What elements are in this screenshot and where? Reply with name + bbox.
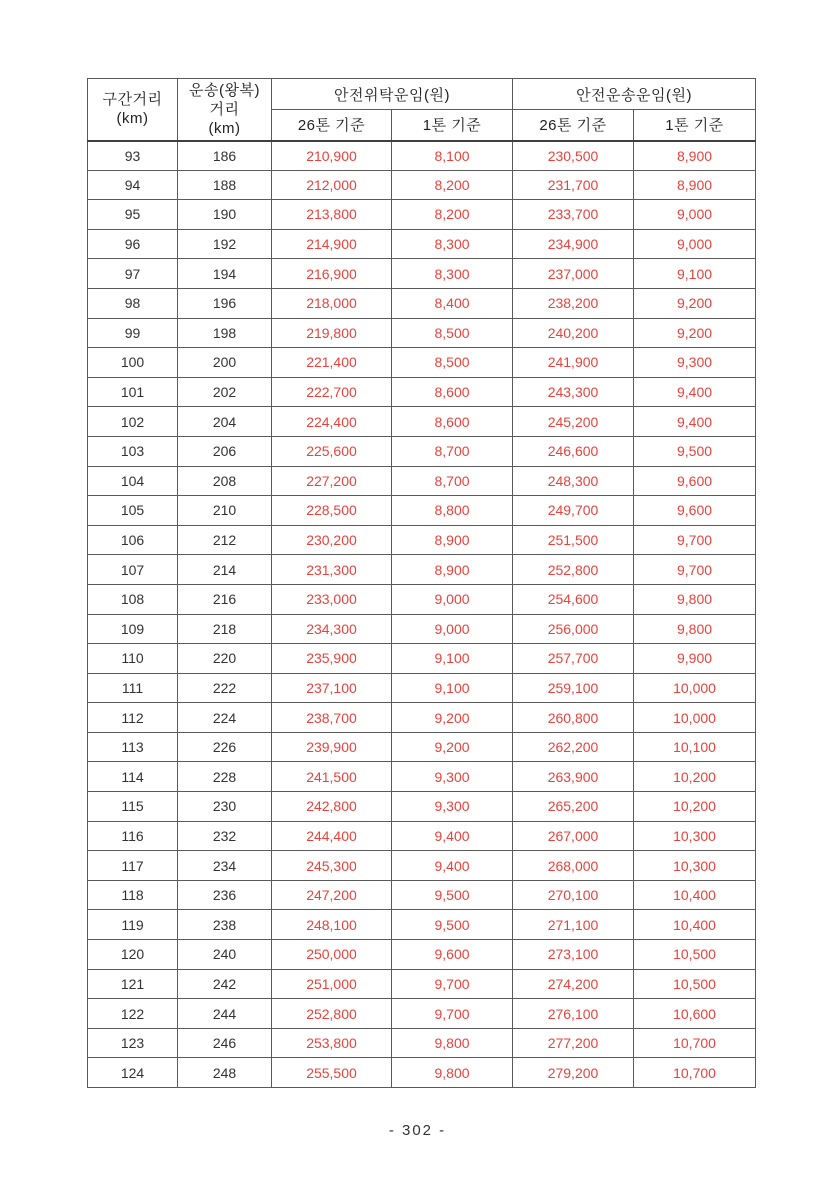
distance-cell: 107: [88, 555, 178, 585]
fare-cell: 9,200: [392, 703, 513, 733]
fare-cell: 9,300: [392, 792, 513, 822]
distance-cell: 242: [178, 969, 272, 999]
distance-cell: 102: [88, 407, 178, 437]
fare-cell: 221,400: [272, 348, 392, 378]
fare-cell: 10,200: [634, 762, 756, 792]
table-row: [88, 762, 756, 792]
fare-cell: 10,000: [634, 673, 756, 703]
distance-cell: 236: [178, 880, 272, 910]
distance-cell: 230: [178, 792, 272, 822]
fare-cell: 210,900: [272, 141, 392, 171]
fare-cell: 10,400: [634, 880, 756, 910]
distance-cell: 124: [88, 1058, 178, 1088]
fare-cell: 8,700: [392, 436, 513, 466]
fare-cell: 9,800: [392, 1058, 513, 1088]
fare-cell: 9,100: [392, 644, 513, 674]
distance-cell: 104: [88, 466, 178, 496]
table-row: [88, 229, 756, 259]
freight-rate-table: [87, 78, 756, 1088]
header-roundtrip-distance-line2: 거리: [209, 100, 240, 118]
distance-cell: 220: [178, 644, 272, 674]
fare-cell: 10,500: [634, 940, 756, 970]
fare-cell: 9,300: [634, 348, 756, 378]
fare-cell: 214,900: [272, 229, 392, 259]
fare-cell: 250,000: [272, 940, 392, 970]
fare-cell: 256,000: [513, 614, 634, 644]
header-group-safe-transport-fare: 안전운송운임(원): [513, 79, 756, 110]
fare-cell: 9,700: [392, 999, 513, 1029]
fare-cell: 9,400: [392, 821, 513, 851]
table-row: [88, 910, 756, 940]
fare-cell: 248,300: [513, 466, 634, 496]
distance-cell: 202: [178, 377, 272, 407]
table-row: [88, 999, 756, 1029]
distance-cell: 194: [178, 259, 272, 289]
table-row: [88, 1028, 756, 1058]
fare-cell: 8,700: [392, 466, 513, 496]
fare-cell: 219,800: [272, 318, 392, 348]
table-row: [88, 466, 756, 496]
distance-cell: 100: [88, 348, 178, 378]
table-row: [88, 821, 756, 851]
page-number: - 302 -: [388, 1122, 447, 1139]
distance-cell: 95: [88, 200, 178, 230]
distance-cell: 192: [178, 229, 272, 259]
fare-cell: 8,100: [392, 141, 513, 171]
distance-cell: 109: [88, 614, 178, 644]
fare-cell: 8,500: [392, 348, 513, 378]
table-row: [88, 703, 756, 733]
fare-cell: 10,600: [634, 999, 756, 1029]
header-transport-26t-basis: 26톤 기준: [513, 110, 634, 141]
header-roundtrip-distance: [178, 79, 272, 141]
distance-cell: 116: [88, 821, 178, 851]
table-row: [88, 614, 756, 644]
fare-cell: 242,800: [272, 792, 392, 822]
distance-cell: 115: [88, 792, 178, 822]
distance-cell: 106: [88, 525, 178, 555]
fare-cell: 10,300: [634, 821, 756, 851]
fare-cell: 243,300: [513, 377, 634, 407]
fare-cell: 274,200: [513, 969, 634, 999]
fare-cell: 268,000: [513, 851, 634, 881]
fare-cell: 235,900: [272, 644, 392, 674]
fare-cell: 233,000: [272, 584, 392, 614]
distance-cell: 246: [178, 1028, 272, 1058]
fare-cell: 239,900: [272, 732, 392, 762]
fare-cell: 244,400: [272, 821, 392, 851]
fare-cell: 9,200: [634, 318, 756, 348]
fare-cell: 8,200: [392, 200, 513, 230]
fare-cell: 9,600: [634, 496, 756, 526]
fare-cell: 9,600: [634, 466, 756, 496]
table-row: [88, 407, 756, 437]
fare-cell: 260,800: [513, 703, 634, 733]
header-roundtrip-distance-line1: 운송(왕복): [189, 81, 260, 99]
fare-cell: 8,800: [392, 496, 513, 526]
fare-cell: 254,600: [513, 584, 634, 614]
table-row: [88, 792, 756, 822]
fare-cell: 9,000: [392, 614, 513, 644]
distance-cell: 190: [178, 200, 272, 230]
table-row: [88, 496, 756, 526]
distance-cell: 212: [178, 525, 272, 555]
table-row: [88, 318, 756, 348]
fare-cell: 271,100: [513, 910, 634, 940]
fare-cell: 224,400: [272, 407, 392, 437]
fare-cell: 9,600: [392, 940, 513, 970]
fare-cell: 10,400: [634, 910, 756, 940]
distance-cell: 121: [88, 969, 178, 999]
fare-cell: 10,700: [634, 1028, 756, 1058]
fare-cell: 9,900: [634, 644, 756, 674]
fare-cell: 245,300: [272, 851, 392, 881]
fare-cell: 218,000: [272, 288, 392, 318]
distance-cell: 206: [178, 436, 272, 466]
fare-cell: 216,900: [272, 259, 392, 289]
fare-cell: 9,300: [392, 762, 513, 792]
fare-cell: 9,500: [392, 880, 513, 910]
table-row: [88, 141, 756, 171]
table-row: [88, 377, 756, 407]
distance-cell: 196: [178, 288, 272, 318]
fare-cell: 225,600: [272, 436, 392, 466]
fare-cell: 8,300: [392, 229, 513, 259]
fare-cell: 9,800: [634, 614, 756, 644]
distance-cell: 112: [88, 703, 178, 733]
fare-cell: 241,900: [513, 348, 634, 378]
fare-cell: 246,600: [513, 436, 634, 466]
distance-cell: 248: [178, 1058, 272, 1088]
distance-cell: 200: [178, 348, 272, 378]
fare-cell: 270,100: [513, 880, 634, 910]
fare-cell: 231,300: [272, 555, 392, 585]
fare-cell: 238,700: [272, 703, 392, 733]
fare-cell: 212,000: [272, 170, 392, 200]
distance-cell: 123: [88, 1028, 178, 1058]
fare-cell: 9,100: [392, 673, 513, 703]
fare-cell: 279,200: [513, 1058, 634, 1088]
fare-cell: 9,400: [634, 377, 756, 407]
distance-cell: 214: [178, 555, 272, 585]
table-row: [88, 436, 756, 466]
table-row: [88, 525, 756, 555]
distance-cell: 240: [178, 940, 272, 970]
fare-cell: 9,500: [634, 436, 756, 466]
distance-cell: 218: [178, 614, 272, 644]
fare-cell: 10,700: [634, 1058, 756, 1088]
fare-cell: 8,600: [392, 407, 513, 437]
fare-cell: 10,300: [634, 851, 756, 881]
table-row: [88, 644, 756, 674]
distance-cell: 222: [178, 673, 272, 703]
table-row: [88, 940, 756, 970]
distance-cell: 224: [178, 703, 272, 733]
table-row: [88, 259, 756, 289]
fare-cell: 9,500: [392, 910, 513, 940]
fare-cell: 234,300: [272, 614, 392, 644]
fare-cell: 259,100: [513, 673, 634, 703]
table-header: [88, 79, 756, 141]
distance-cell: 96: [88, 229, 178, 259]
fare-cell: 230,500: [513, 141, 634, 171]
fare-cell: 9,800: [634, 584, 756, 614]
fare-cell: 9,000: [634, 200, 756, 230]
distance-cell: 244: [178, 999, 272, 1029]
fare-cell: 10,200: [634, 792, 756, 822]
fare-cell: 9,000: [634, 229, 756, 259]
fare-cell: 240,200: [513, 318, 634, 348]
fare-cell: 8,200: [392, 170, 513, 200]
header-section-distance-line2: (km): [116, 110, 149, 128]
fare-cell: 247,200: [272, 880, 392, 910]
fare-cell: 8,900: [392, 525, 513, 555]
table-row: [88, 288, 756, 318]
fare-cell: 245,200: [513, 407, 634, 437]
distance-cell: 119: [88, 910, 178, 940]
fare-cell: 263,900: [513, 762, 634, 792]
distance-cell: 238: [178, 910, 272, 940]
distance-cell: 97: [88, 259, 178, 289]
fare-cell: 228,500: [272, 496, 392, 526]
distance-cell: 111: [88, 673, 178, 703]
header-section-distance: [88, 79, 178, 141]
distance-cell: 210: [178, 496, 272, 526]
table-row: [88, 348, 756, 378]
fare-cell: 9,700: [634, 555, 756, 585]
fare-cell: 213,800: [272, 200, 392, 230]
fare-cell: 9,400: [634, 407, 756, 437]
distance-cell: 198: [178, 318, 272, 348]
distance-cell: 122: [88, 999, 178, 1029]
fare-cell: 10,500: [634, 969, 756, 999]
table-row: [88, 851, 756, 881]
fare-cell: 8,900: [634, 170, 756, 200]
table-row: [88, 200, 756, 230]
fare-cell: 253,800: [272, 1028, 392, 1058]
distance-cell: 204: [178, 407, 272, 437]
distance-cell: 120: [88, 940, 178, 970]
fare-cell: 230,200: [272, 525, 392, 555]
distance-cell: 188: [178, 170, 272, 200]
fare-cell: 234,900: [513, 229, 634, 259]
fare-cell: 233,700: [513, 200, 634, 230]
fare-cell: 252,800: [513, 555, 634, 585]
distance-cell: 99: [88, 318, 178, 348]
fare-cell: 9,700: [392, 969, 513, 999]
table-row: [88, 880, 756, 910]
distance-cell: 113: [88, 732, 178, 762]
fare-cell: 248,100: [272, 910, 392, 940]
distance-cell: 94: [88, 170, 178, 200]
fare-cell: 262,200: [513, 732, 634, 762]
table-row: [88, 1058, 756, 1088]
distance-cell: 118: [88, 880, 178, 910]
fare-cell: 227,200: [272, 466, 392, 496]
fare-cell: 8,300: [392, 259, 513, 289]
distance-cell: 232: [178, 821, 272, 851]
fare-cell: 10,000: [634, 703, 756, 733]
distance-cell: 117: [88, 851, 178, 881]
fare-cell: 222,700: [272, 377, 392, 407]
distance-cell: 208: [178, 466, 272, 496]
distance-cell: 103: [88, 436, 178, 466]
distance-cell: 228: [178, 762, 272, 792]
distance-cell: 114: [88, 762, 178, 792]
fare-cell: 257,700: [513, 644, 634, 674]
distance-cell: 234: [178, 851, 272, 881]
fare-cell: 9,200: [634, 288, 756, 318]
fare-cell: 9,100: [634, 259, 756, 289]
fare-cell: 10,100: [634, 732, 756, 762]
fare-cell: 9,200: [392, 732, 513, 762]
distance-cell: 101: [88, 377, 178, 407]
fare-cell: 252,800: [272, 999, 392, 1029]
fare-cell: 249,700: [513, 496, 634, 526]
table-row: [88, 170, 756, 200]
table-row: [88, 732, 756, 762]
table-row: [88, 673, 756, 703]
table-body: [88, 141, 756, 1088]
fare-cell: 241,500: [272, 762, 392, 792]
fare-cell: 9,400: [392, 851, 513, 881]
header-roundtrip-distance-line3: (km): [208, 119, 241, 137]
header-transport-1t-basis: 1톤 기준: [634, 110, 756, 141]
table-row: [88, 555, 756, 585]
fare-cell: 267,000: [513, 821, 634, 851]
fare-cell: 8,500: [392, 318, 513, 348]
table-row: [88, 969, 756, 999]
fare-cell: 251,500: [513, 525, 634, 555]
distance-cell: 110: [88, 644, 178, 674]
header-consignment-1t-basis: 1톤 기준: [392, 110, 513, 141]
table-row: [88, 584, 756, 614]
distance-cell: 226: [178, 732, 272, 762]
fare-cell: 277,200: [513, 1028, 634, 1058]
fare-cell: 9,800: [392, 1028, 513, 1058]
fare-cell: 9,700: [634, 525, 756, 555]
fare-cell: 8,400: [392, 288, 513, 318]
fare-cell: 8,600: [392, 377, 513, 407]
header-group-safe-consignment-fare: 안전위탁운임(원): [272, 79, 513, 110]
fare-cell: 9,000: [392, 584, 513, 614]
fare-cell: 255,500: [272, 1058, 392, 1088]
fare-cell: 276,100: [513, 999, 634, 1029]
fare-cell: 8,900: [634, 141, 756, 171]
header-section-distance-line1: 구간거리: [102, 91, 163, 109]
fare-cell: 251,000: [272, 969, 392, 999]
header-consignment-26t-basis: 26톤 기준: [272, 110, 392, 141]
distance-cell: 216: [178, 584, 272, 614]
distance-cell: 186: [178, 141, 272, 171]
fare-cell: 8,900: [392, 555, 513, 585]
distance-cell: 93: [88, 141, 178, 171]
fare-cell: 237,100: [272, 673, 392, 703]
distance-cell: 98: [88, 288, 178, 318]
fare-cell: 237,000: [513, 259, 634, 289]
fare-cell: 238,200: [513, 288, 634, 318]
distance-cell: 105: [88, 496, 178, 526]
fare-cell: 265,200: [513, 792, 634, 822]
fare-cell: 231,700: [513, 170, 634, 200]
distance-cell: 108: [88, 584, 178, 614]
fare-cell: 273,100: [513, 940, 634, 970]
